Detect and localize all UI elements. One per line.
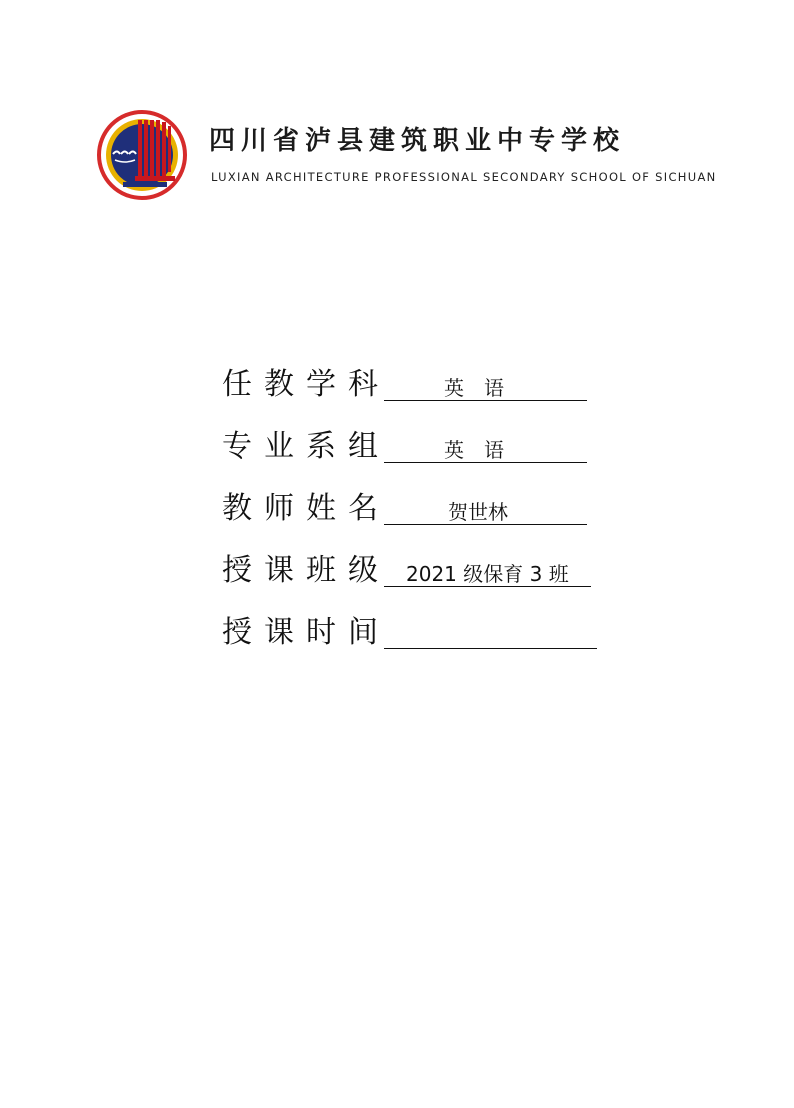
field-value-subject: 英 语: [444, 376, 504, 400]
field-value-class: 2021 级保育 3 班: [406, 562, 569, 586]
field-label-department: 专业系组: [222, 429, 390, 464]
field-label-class: 授课班级: [222, 553, 390, 588]
field-label-teacher: 教师姓名: [222, 491, 390, 526]
cover-info-fields: [222, 365, 622, 675]
field-underline: [384, 648, 597, 649]
field-label-subject: 任教学科: [222, 367, 390, 402]
field-row-subject: [222, 365, 622, 427]
field-row-teacher: [222, 489, 622, 551]
school-header: [97, 110, 717, 202]
field-row-time: [222, 613, 622, 675]
field-value-department: 英 语: [444, 438, 504, 462]
field-value-teacher: 贺世林: [448, 500, 508, 524]
school-emblem-icon: [97, 110, 187, 200]
field-row-class: [222, 551, 622, 613]
school-name-english: LUXIAN ARCHITECTURE PROFESSIONAL SECONDARY SCHOOL OF SICHUAN: [211, 170, 717, 184]
field-row-department: [222, 427, 622, 489]
school-name-chinese: 四川省泸县建筑职业中专学校: [209, 126, 626, 156]
field-label-time: 授课时间: [222, 615, 390, 650]
